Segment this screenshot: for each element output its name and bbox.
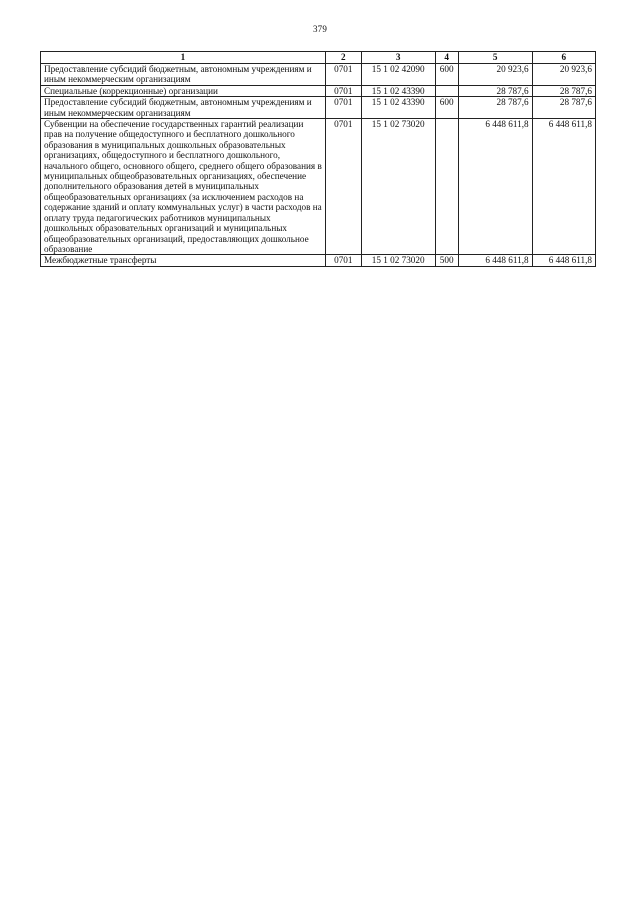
table-row [41, 64, 596, 86]
row-name: Субвенции на обеспечение государственных гарантий реализации прав на получение общедоступного и бесплатного дошкольного образования в муниципальных дошкольных образовательных организациях, общедоступного и бесплатного дошкольного, начального общего, основного общего, среднего общего образования в муниципальных общеобразовательных организациях, обеспечение дополнительного образования детей в муниципальных общеобразовательных организациях (за исключением расходов на содержание зданий и оплату коммунальных услуг) в части расходов на оплату труда педагогических работников муниципальных дошкольных образовательных организаций и муниципальных общеобразовательных организаций, предоставляющих дошкольное образование [41, 119, 326, 255]
page-number: 379 [312, 24, 328, 34]
row-amount2: 6 448 611,8 [532, 255, 595, 266]
row-target: 15 1 02 43390 [361, 85, 435, 96]
row-type: 500 [435, 255, 458, 266]
column-header: 3 [361, 52, 435, 64]
row-section: 0701 [325, 97, 361, 119]
table-row [41, 255, 596, 266]
row-target: 15 1 02 42090 [361, 64, 435, 86]
row-amount2: 28 787,6 [532, 97, 595, 119]
row-section: 0701 [325, 255, 361, 266]
row-amount2: 28 787,6 [532, 85, 595, 96]
column-header: 4 [435, 52, 458, 64]
row-name: Межбюджетные трансферты [41, 255, 326, 266]
row-amount1: 6 448 611,8 [458, 255, 532, 266]
row-name: Специальные (коррекционные) организации [41, 85, 326, 96]
table-row [41, 85, 596, 96]
row-section: 0701 [325, 85, 361, 96]
row-amount1: 28 787,6 [458, 97, 532, 119]
row-amount1: 6 448 611,8 [458, 119, 532, 255]
row-name: Предоставление субсидий бюджетным, автономным учреждениям и иным некоммерческим организациям [41, 97, 326, 119]
budget-table [40, 51, 596, 267]
row-target: 15 1 02 43390 [361, 97, 435, 119]
row-amount1: 28 787,6 [458, 85, 532, 96]
row-type [435, 119, 458, 255]
column-header: 5 [458, 52, 532, 64]
column-header: 1 [41, 52, 326, 64]
row-target: 15 1 02 73020 [361, 119, 435, 255]
table-header-row [41, 52, 596, 64]
row-type: 600 [435, 64, 458, 86]
row-type [435, 85, 458, 96]
row-amount2: 20 923,6 [532, 64, 595, 86]
table-row [41, 97, 596, 119]
row-target: 15 1 02 73020 [361, 255, 435, 266]
row-type: 600 [435, 97, 458, 119]
column-header: 2 [325, 52, 361, 64]
column-header: 6 [532, 52, 595, 64]
row-name: Предоставление субсидий бюджетным, автономным учреждениям и иным некоммерческим организациям [41, 64, 326, 86]
row-section: 0701 [325, 64, 361, 86]
row-section: 0701 [325, 119, 361, 255]
row-amount1: 20 923,6 [458, 64, 532, 86]
table-row [41, 119, 596, 255]
row-amount2: 6 448 611,8 [532, 119, 595, 255]
